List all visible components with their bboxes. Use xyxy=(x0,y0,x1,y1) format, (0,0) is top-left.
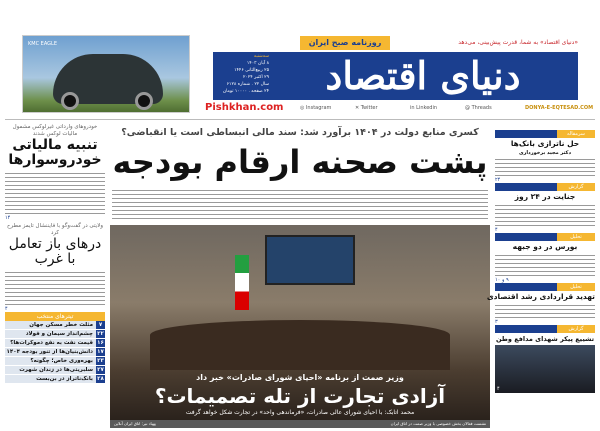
instagram-link[interactable] xyxy=(300,105,331,112)
picks-title: تیترهای منتخب xyxy=(5,312,105,321)
page-ref: ۴ xyxy=(497,386,500,392)
threads-link[interactable] xyxy=(465,105,492,112)
video-screen xyxy=(265,235,355,285)
item-title: چشم‌انداز سیمان و فولاد xyxy=(25,330,93,337)
conference-table xyxy=(150,320,450,370)
page-number: ۷ xyxy=(96,321,105,329)
story-kicker: ولایتی در گفت‌وگو با فایننشال تایمز مطرح کرد xyxy=(6,222,103,236)
date: ۲۵ ربیع‌الثانی ۱۴۴۶ xyxy=(234,68,269,73)
page-ref: ۱۴ xyxy=(5,214,11,221)
section-body xyxy=(495,253,595,277)
section-headline[interactable]: بورس در دو جبهه xyxy=(512,242,578,251)
issue: سال ۲۲ . شماره ۶۱۲۸ xyxy=(226,82,269,87)
byline: دکتر مجید برخورداری xyxy=(518,150,572,156)
story-body xyxy=(5,171,105,215)
date: ۸ آبان ۱۴۰۳ xyxy=(246,61,269,66)
iran-flag xyxy=(235,255,249,310)
section-label: تحلیل xyxy=(557,283,595,291)
linkedin-icon: in xyxy=(410,105,417,111)
story-headline[interactable]: تنبیه مالیاتی خودروسوارها xyxy=(8,137,102,169)
left-column xyxy=(5,124,105,384)
caption-text: نشست فعالان بخش خصوصی با وزیر صمت در اتاق ایران xyxy=(390,421,486,426)
newspaper-logo: دنیای اقتصاد xyxy=(325,53,521,98)
page-number: ۲۲ xyxy=(97,330,104,337)
main-body-text xyxy=(112,188,488,222)
section-bar xyxy=(495,183,595,191)
instagram-icon: ◎ xyxy=(300,105,306,111)
section-headline[interactable]: تهدید قراردادی رشد اقتصادی xyxy=(486,292,595,301)
page-number: ۲۷ xyxy=(97,366,104,373)
page-ref: ۹ و ۱۰ xyxy=(495,277,509,283)
slogan: «دنیای اقتصاد» به شما، قدرت پیش‌بینی، می‌دهد xyxy=(458,39,578,46)
twitter-icon: ✕ xyxy=(355,105,361,111)
price: ۲۴ صفحه . ۱۰۰۰۰ تومان xyxy=(222,89,269,94)
item-title: بهره‌وری خاص؛ چگونه؟ xyxy=(30,357,93,364)
list-item[interactable] xyxy=(5,348,105,357)
weekday: سه‌شنبه xyxy=(253,54,269,59)
page-ref: ۳ xyxy=(495,319,498,325)
story-body xyxy=(5,270,105,306)
photo-credit: پهپاد نیر: اتاق ایران آنلاین xyxy=(114,421,156,426)
section-body xyxy=(495,203,595,227)
ad-brand: KMC EAGLE xyxy=(28,41,57,47)
story-kicker: خودروهای وارداتی غیرلوکس مشمول مالیات لوکس شدند xyxy=(12,124,98,137)
main-kicker: کسری منابع دولت در ۱۴۰۴ برآورد شد: سند مالی انبساطی است یا انقباضی؟ xyxy=(121,127,479,138)
section-label: سرمقاله xyxy=(557,130,595,138)
divider xyxy=(5,119,595,120)
funeral-photo xyxy=(495,345,595,393)
section-bar xyxy=(495,233,595,241)
picks-list xyxy=(5,321,105,384)
item-title: مثلث خطر مسکن جهان xyxy=(29,321,93,328)
page-number: ۲۳ xyxy=(97,357,104,364)
list-item[interactable] xyxy=(5,321,105,330)
page-number: ۱۶ xyxy=(97,339,104,346)
watermark: Pishkhan.com xyxy=(205,102,284,113)
section-label: تحلیل xyxy=(557,233,595,241)
section-label: گزارش xyxy=(557,325,595,333)
list-item[interactable] xyxy=(5,366,105,375)
car-advertisement[interactable] xyxy=(22,35,190,113)
section-label: گزارش xyxy=(557,183,595,191)
page-ref: ۴ xyxy=(495,227,498,233)
section-bar xyxy=(495,130,595,138)
website[interactable]: DONYA-E-EQTESAD.COM xyxy=(525,105,594,111)
page-ref: ۲۴ xyxy=(495,177,501,183)
list-item[interactable] xyxy=(5,330,105,339)
photo-story-headline[interactable]: آزادی تجارت از تله تصمیمات؟ xyxy=(154,384,446,408)
main-headline[interactable]: پشت صحنه ارقام بودجه xyxy=(112,143,488,181)
section-body xyxy=(495,303,595,319)
twitter-link[interactable] xyxy=(355,105,378,112)
page-number: ۲۸ xyxy=(97,375,104,382)
date: ۲۹ اکتبر ۲۰۲۴ xyxy=(243,75,269,80)
page-number: ۱۷ xyxy=(97,348,104,355)
section-bar xyxy=(495,283,595,291)
label: Twitter xyxy=(360,105,378,111)
label: Instagram xyxy=(305,105,332,111)
page-ref: ۴ xyxy=(5,305,8,312)
section-body xyxy=(495,157,595,177)
story-headline[interactable]: درهای باز تعامل با غرب xyxy=(8,235,102,268)
section-headline[interactable]: حل ناترازی بانک‌ها xyxy=(510,139,580,148)
main-photo xyxy=(110,225,490,420)
item-title: دانش‌بنیان‌ها از تنور بودجه ۱۴۰۴ xyxy=(6,348,93,355)
linkedin-link[interactable] xyxy=(410,105,437,112)
label: Threads xyxy=(471,105,492,111)
right-column xyxy=(486,130,595,393)
item-title: سلبریتی‌ها در زندان شهرت xyxy=(19,366,93,373)
item-title: قیمت نفت به نفع دموکرات‌ها؟ xyxy=(10,339,93,346)
list-item[interactable] xyxy=(5,339,105,348)
list-item[interactable] xyxy=(5,375,105,384)
list-item[interactable] xyxy=(5,357,105,366)
wheel xyxy=(135,92,153,110)
section-headline[interactable]: تشییع پیکر شهدای مدافع وطن xyxy=(495,335,595,343)
issue-info xyxy=(214,53,269,95)
photo-story-kicker: وزیر صمت از برنامه «احیای شورای صادرات» خبر داد xyxy=(196,373,404,382)
label: Linkedin xyxy=(416,105,438,111)
photo-story-deck: محمد اتابک: با احیای شورای عالی صادرات، «فرماندهی واحد» در تجارت شکل خواهد گرفت xyxy=(185,409,415,416)
threads-icon: @ xyxy=(465,105,472,111)
photo-caption xyxy=(110,420,490,428)
tagline: روزنامه صبح ایران xyxy=(300,36,390,50)
section-bar xyxy=(495,325,595,333)
wheel xyxy=(61,92,79,110)
section-headline[interactable]: جنایت در ۲۴ روز xyxy=(514,192,576,201)
item-title: بانک‌ناتراز در بن‌بست xyxy=(36,375,93,382)
